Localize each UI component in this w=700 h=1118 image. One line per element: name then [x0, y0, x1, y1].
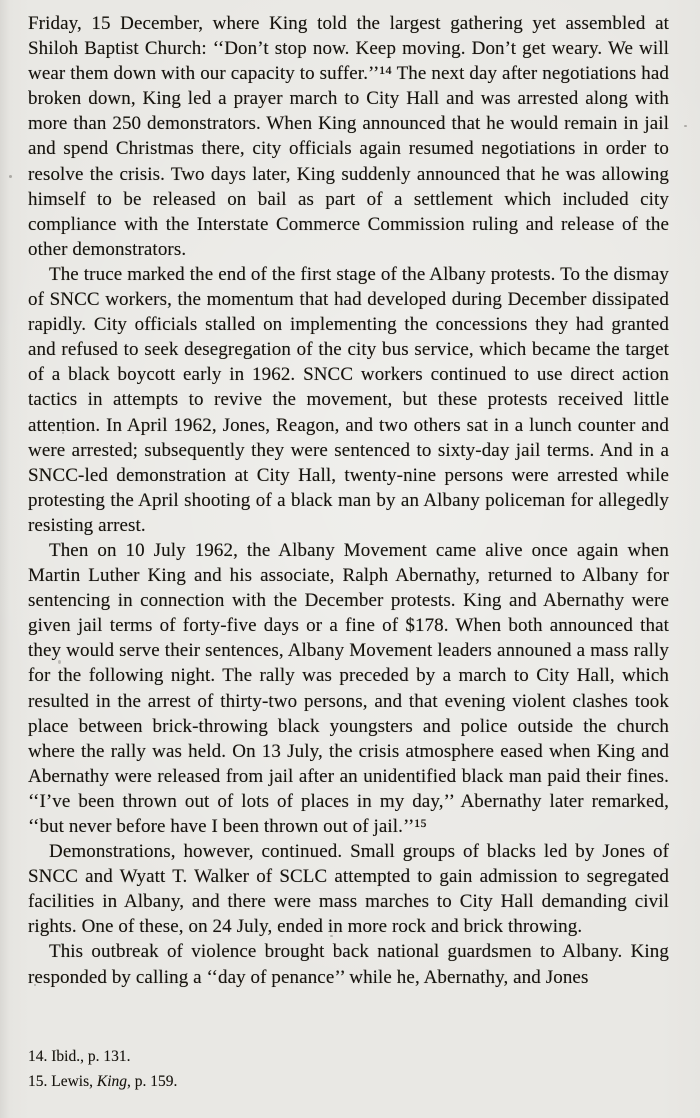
paragraph-4: Demonstrations, however, continued. Small groups of blacks led by Jones of SNCC and Wyatt T. Walker of SCLC attempted to gain admission to segregated facilities in Albany, and there were mass marches to City Hall demanding civil rights. One of these, on 24 July, ended in more rock and brick throwing.	[28, 841, 669, 938]
footnote-15	[28, 1069, 669, 1094]
scan-speck	[9, 175, 12, 178]
footnote-15-book-title: King	[96, 1073, 128, 1090]
paragraph-1: Friday, 15 December, where King told the largest gathering yet assembled at Shiloh Baptist Church: ‘‘Don’t stop now. Keep moving. Don’t get weary. We will wear them down with our capacity to suffer.’’¹⁴ The next day after negotiations had broken down, King led a prayer march to City Hall and was arrested along with more than 250 demonstrators. When King announced that he would remain in jail and spend Christmas there, city officials again resumed negotiations in order to resolve the crisis. Two days later, King suddenly announced that he was allowing himself to be released on bail as part of a settlement which included city compliance with the Interstate Commerce Commission ruling and release of the other demonstrators.	[28, 13, 669, 260]
body-text	[28, 11, 669, 990]
paragraph-3: Then on 10 July 1962, the Albany Movement came alive once again when Martin Luther King and his associate, Ralph Abernathy, returned to Albany for sentencing in connection with the December protests. King and Abernathy were given jail terms of forty-five days or a fine of $178. When both announced that they would serve their sentences, Albany Movement leaders announed a mass rally for the following night. The rally was preceded by a march to City Hall, which resulted in the arrest of thirty-two persons, and that evening violent clashes took place between brick-throwing black youngsters and police outside the church where the rally was held. On 13 July, the crisis atmosphere eased when King and Abernathy were released from jail after an unidentified black man paid their fines. ‘‘I’ve been thrown out of lots of places in my day,’’ Abernathy later remarked, ‘‘but never before have I been thrown out of jail.’’¹⁵	[28, 539, 669, 837]
paragraph-5: This outbreak of violence brought back national guardsmen to Albany. King responded by calling a ‘‘day of penance’’ while he, Abernathy, and Jones	[28, 941, 669, 988]
scan-speck	[58, 660, 61, 664]
scan-speck	[330, 935, 333, 937]
scan-speck	[684, 125, 687, 127]
paragraph-2: The truce marked the end of the first stage of the Albany protests. To the dismay of SNCC workers, the momentum that had developed during December dissipated rapidly. City officials stalled on implementing the concessions they had granted and refused to seek desegregation of the city bus service, which became the target of a black boycott early in 1962. SNCC workers continued to use direct action tactics in attempts to revive the movement, but these protests received little attention. In April 1962, Jones, Reagon, and two others sat in a lunch counter and were arrested; subsequently they were sentenced to sixty-day jail terms. And in a SNCC-led demonstration at City Hall, twenty-nine persons were arrested while protesting the April shooting of a black man by an Albany policeman for allegedly resisting arrest.	[28, 263, 669, 536]
scan-speck	[34, 984, 36, 986]
footnote-15-suffix: , p. 159.	[127, 1073, 178, 1090]
scan-speck	[62, 432, 64, 434]
footnote-14: 14. Ibid., p. 131.	[28, 1048, 131, 1065]
footnote-15-prefix: 15. Lewis,	[28, 1073, 97, 1090]
footnotes	[28, 1044, 669, 1094]
